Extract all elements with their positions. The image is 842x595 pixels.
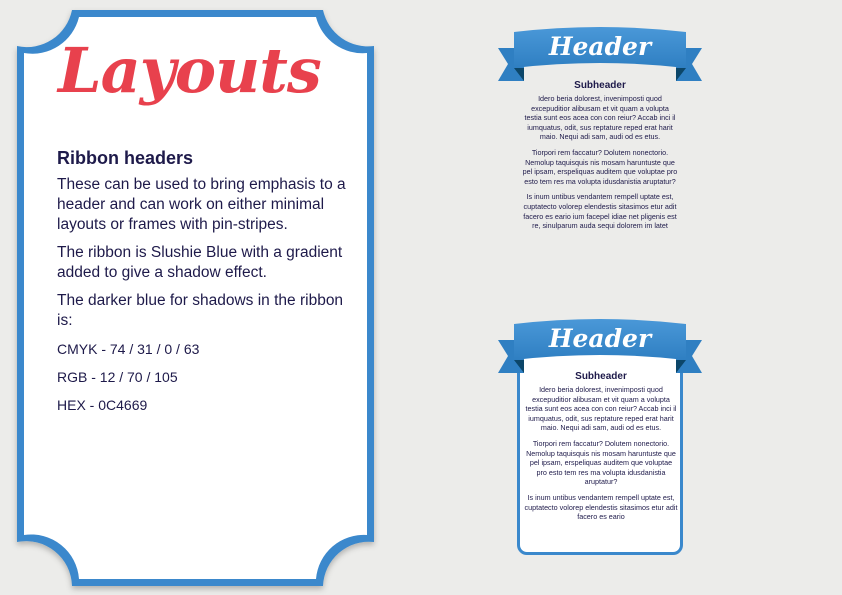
description-paragraph: The ribbon is Slushie Blue with a gradient added to give a shadow effect. (57, 244, 343, 281)
description-block (57, 148, 357, 423)
page-title: Layouts (58, 34, 321, 107)
card-paragraph: Tiorpori rem faccatur? Dolutem nonectorio. Nemolup taquisquis nis mosam haruntuste que pel ipsam, erspeliquas auditem que voluptae pro esto tem res ma volupta idusdanistia aruptatur? (526, 438, 676, 487)
ribbon-header-text: Header (548, 324, 652, 353)
description-paragraph: The darker blue for shadows in the ribbon is: (57, 292, 344, 329)
card-subheader: Subheader (574, 80, 626, 91)
ribbon-header-text: Header (548, 32, 652, 61)
cmyk-spec: CMYK - 74 / 31 / 0 / 63 (57, 341, 200, 357)
card-paragraph: Idero beria dolorest, invenimposti quod excepuditior alibusam et vit quam a volupta testia sunt eos acea con con reiur? Accab inci il iumquatus, odit, sus reptature reped erat harit maio. Nequi adi sam, audi od es etus. (525, 385, 677, 433)
card-subheader: Subheader (575, 371, 627, 382)
ribbon-header (496, 26, 704, 86)
card-body (524, 371, 678, 528)
card-paragraph: Idero beria dolorest, invenimposti quod excepuditior alibusam et vit quam a volupta testia sunt eos acea con con reiur? Accab inci il iumquatus, odit, sus reptature reped erat harit maio. Nequi adi sam, audi od es etus. (524, 94, 676, 142)
rgb-spec: RGB - 12 / 70 / 105 (57, 369, 178, 385)
description-paragraph: These can be used to bring emphasis to a header and can work on either minimal layouts or frames with pin-stripes. (57, 176, 346, 233)
hex-spec: HEX - 0C4669 (57, 397, 148, 413)
card-body (522, 80, 678, 237)
card-paragraph: Is inum untibus vendantem rempell uptate est, cuptatecto volorep elendestis sitasimos etur adit facero es eario (524, 492, 678, 522)
card-paragraph: Tiorpori rem faccatur? Dolutem nonectorio. Nemolup taquisquis nis mosam haruntuste que pel ipsam, erspeliquas auditem que voluptae pro esto tem res ma volupta idusdanistia aruptatur? (522, 147, 678, 186)
card-paragraph: Is inum untibus vendantem rempell uptate est, cuptatecto volorep elendestis sitasimos etur adit facero es eario ium facepel idiae net pligenis est re, sinulparum auda sequi dolorem im latet (523, 192, 677, 231)
section-heading: Ribbon headers (57, 148, 194, 168)
ribbon-header (496, 318, 704, 378)
